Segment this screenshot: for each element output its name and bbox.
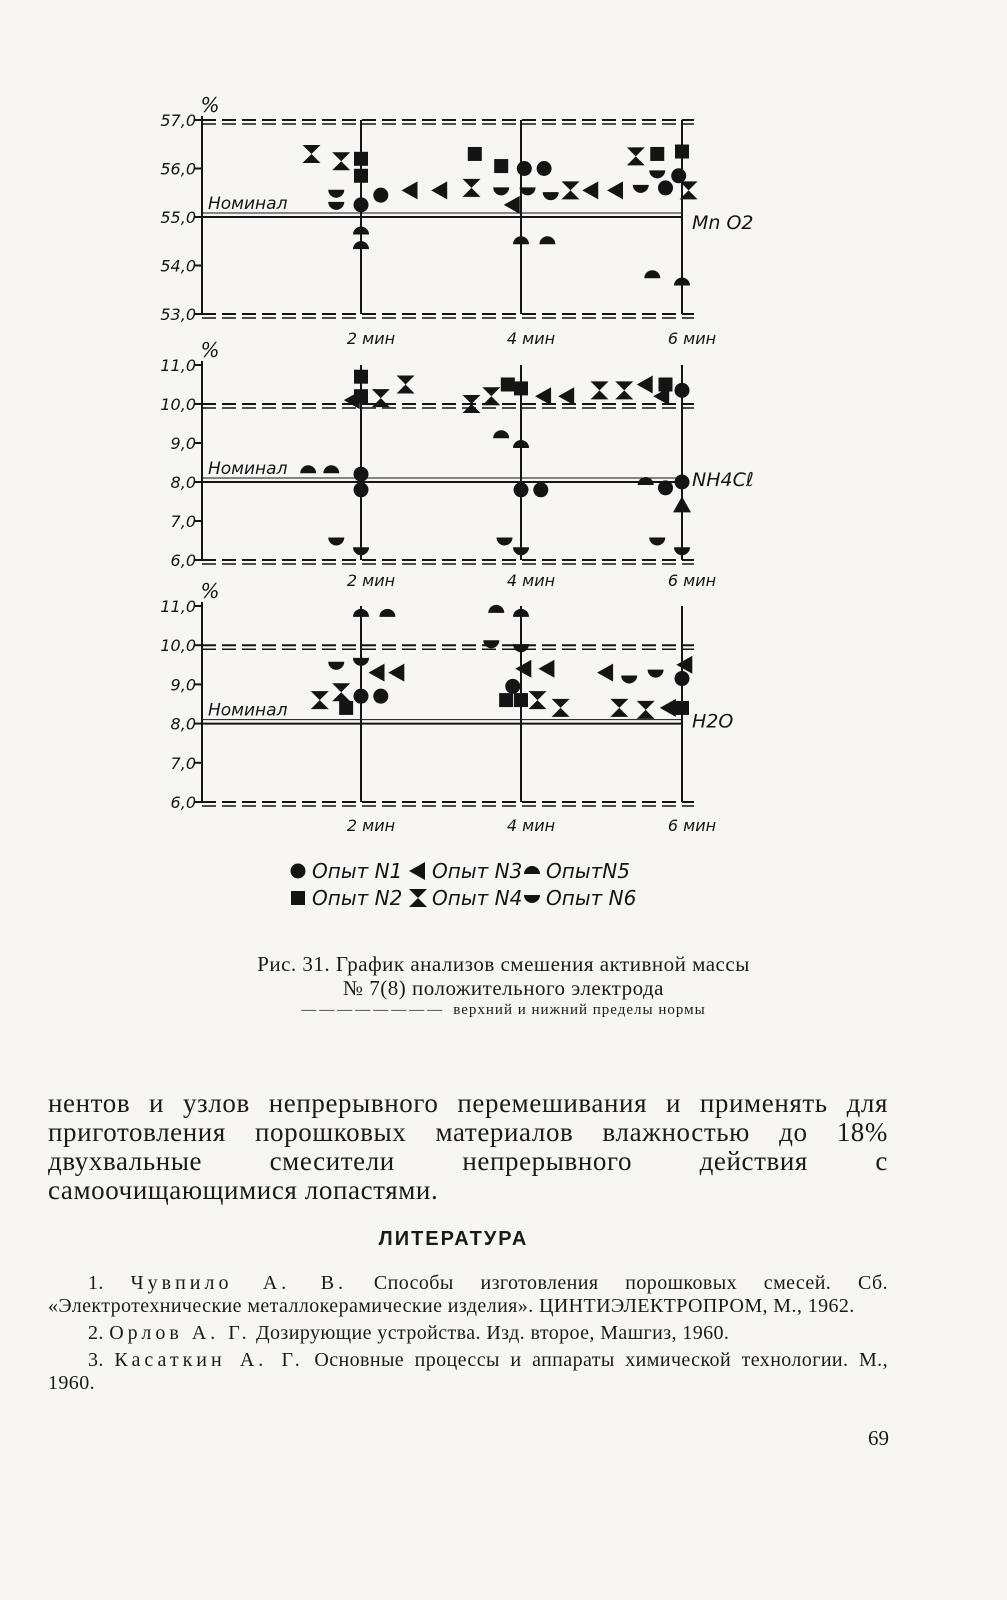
y-tick-label: 8,0 [170, 714, 196, 734]
figure-caption-legend [0, 1002, 1007, 1019]
y-tick-label: 6,0 [170, 793, 196, 812]
data-point-hourglass [529, 691, 547, 709]
y-tick-label: 53,0 [160, 305, 196, 324]
data-point-half-up [323, 465, 339, 473]
data-point-square [499, 693, 513, 707]
legend-marker-hourglass [409, 889, 427, 907]
y-tick-label: 8,0 [170, 473, 196, 492]
data-point-triangle-left [676, 656, 692, 674]
reference-text: Основные процессы и аппараты химической технологии. М., 1960. [48, 1349, 888, 1394]
x-tick-label: 6 мин [667, 329, 717, 348]
reference-text: Дозирующие устройства. Изд. второе, Машгиз, 1960. [255, 1322, 730, 1344]
data-point-half-up [644, 270, 660, 278]
y-tick-label: 9,0 [170, 434, 196, 453]
figure-caption-line1: Рис. 31. График анализов смешения активной массы [257, 952, 750, 976]
y-tick-label: 9,0 [170, 675, 196, 695]
page-number: 69 [868, 1426, 889, 1450]
data-point-triangle-left [558, 387, 574, 405]
data-point-triangle-left [582, 181, 598, 199]
reference-number: 2. [88, 1322, 104, 1344]
data-point-half-down [674, 547, 690, 555]
data-point-circle [537, 161, 552, 176]
figure-caption-line2: № 7(8) положительного электрода [342, 976, 664, 1000]
data-point-half-up [353, 227, 369, 235]
data-point-half-up [493, 430, 509, 438]
data-point-square [494, 159, 508, 173]
reference-author: Чувпило А. В. [130, 1272, 348, 1294]
data-point-circle [354, 689, 369, 704]
y-tick-label: 10,0 [160, 395, 196, 414]
data-point-circle [373, 188, 388, 203]
panel-label: H2O [692, 710, 734, 733]
data-point-half-down [328, 538, 344, 546]
reference-author: Орлов А. Г. [109, 1322, 251, 1344]
data-point-square [354, 169, 368, 183]
y-unit-label: % [200, 338, 220, 362]
legend-marker-triangle-left [409, 862, 425, 880]
data-point-circle [517, 161, 532, 176]
data-point-hourglass [562, 181, 580, 199]
data-point-half-down [497, 538, 513, 546]
limits-caption-text: верхний и нижний пределы нормы [453, 1002, 706, 1018]
nominal-label: Номинал [208, 459, 288, 479]
literature-heading: ЛИТЕРАТУРА [378, 1228, 529, 1250]
data-point-half-down [353, 547, 369, 555]
data-point-half-up [513, 236, 529, 244]
data-point-square [354, 370, 368, 384]
data-point-square [339, 701, 353, 715]
data-point-circle [658, 480, 673, 495]
reference-list [48, 1272, 888, 1399]
data-point-circle [533, 482, 548, 497]
data-point-triangle-left [515, 660, 531, 678]
data-point-half-down [328, 202, 344, 210]
legend-label: Опыт N2 [312, 886, 403, 910]
data-point-hourglass [303, 145, 321, 163]
data-point-hourglass [615, 381, 633, 399]
data-point-hourglass [463, 179, 481, 197]
reference-item [48, 1322, 888, 1345]
data-point-hourglass [610, 699, 628, 717]
dashed-line-sample: ———————— [301, 1002, 446, 1018]
reference-number: 1. [88, 1272, 104, 1294]
y-tick-label: 10,0 [160, 636, 196, 656]
data-point-half-down [328, 662, 344, 670]
data-point-triangle-left [607, 181, 623, 199]
data-point-half-down [328, 190, 344, 198]
data-point-triangle-left [660, 699, 676, 717]
data-point-half-down [633, 185, 649, 193]
nominal-label: Номинал [208, 700, 288, 721]
data-point-hourglass [637, 701, 655, 719]
data-point-triangle-up [673, 496, 691, 512]
data-point-hourglass [591, 381, 609, 399]
data-point-hourglass [311, 691, 329, 709]
legend-label: Опыт N6 [546, 886, 637, 910]
legend-label: Опыт N4 [432, 886, 523, 910]
reference-text: Способы изготовления порошковых смесей. Сб. «Электротехнические металлокерамические изделия». ЦИНТИЭЛЕКТРОПРОМ, М., 1962. [48, 1272, 888, 1317]
data-point-circle [675, 671, 690, 686]
data-point-half-up [488, 605, 504, 613]
data-point-circle [354, 197, 369, 212]
y-tick-label: 57,0 [160, 111, 196, 130]
data-point-half-down [483, 640, 499, 648]
x-tick-label: 6 мин [667, 816, 717, 835]
data-point-hourglass [552, 699, 570, 717]
data-point-triangle-left [344, 391, 360, 409]
legend-label: Опыт N3 [432, 859, 523, 883]
data-point-circle [505, 679, 520, 694]
y-tick-label: 6,0 [170, 551, 196, 570]
data-point-half-up [513, 609, 529, 617]
legend-label: ОпытN5 [546, 859, 630, 883]
data-point-circle [354, 467, 369, 482]
x-tick-label: 2 мин [346, 329, 396, 348]
x-tick-label: 4 мин [506, 329, 556, 348]
data-point-hourglass [397, 376, 415, 394]
data-point-square [659, 378, 673, 392]
data-point-half-up [379, 609, 395, 617]
data-point-half-up [674, 277, 690, 285]
data-point-half-up [353, 241, 369, 249]
data-point-circle [373, 689, 388, 704]
y-tick-label: 7,0 [170, 753, 196, 773]
data-point-circle [354, 482, 369, 497]
data-point-square [650, 147, 664, 161]
data-point-circle [675, 475, 690, 490]
reference-item [48, 1349, 888, 1395]
data-point-square [514, 693, 528, 707]
data-point-triangle-left [369, 664, 385, 682]
y-tick-label: 56,0 [160, 159, 196, 179]
data-point-half-up [539, 236, 555, 244]
data-point-triangle-left [637, 376, 653, 394]
legend-marker-circle [291, 864, 306, 879]
y-tick-label: 54,0 [160, 256, 196, 276]
data-point-square [675, 145, 689, 159]
data-point-half-down [493, 187, 509, 195]
legend-marker-half-down [524, 895, 540, 903]
body-paragraph: нентов и узлов непрерывного перемешивания и применять для приготовления порошковых материалов влажностью до 18% двухвальные смесители непрерывного действия с самоочищающимися лопастями. [48, 1088, 888, 1205]
data-point-half-down [543, 192, 559, 200]
data-point-circle [675, 383, 690, 398]
data-point-hourglass [372, 389, 390, 407]
y-unit-label: % [200, 579, 220, 603]
reference-number: 3. [88, 1349, 104, 1371]
data-point-half-down [649, 538, 665, 546]
reference-author: Касаткин А. Г. [114, 1349, 304, 1371]
data-point-triangle-left [388, 664, 404, 682]
legend-marker-square [291, 891, 305, 905]
data-point-half-down [621, 676, 637, 684]
data-point-half-up [353, 609, 369, 617]
y-tick-label: 11,0 [160, 597, 196, 616]
x-tick-label: 2 мин [346, 816, 396, 835]
y-unit-label: % [200, 93, 220, 117]
panel-label: NH4Cℓ [692, 469, 754, 491]
data-point-triangle-left [538, 660, 554, 678]
data-point-half-down [513, 547, 529, 555]
data-point-hourglass [332, 152, 350, 170]
data-point-circle [671, 168, 686, 183]
data-point-triangle-left [535, 387, 551, 405]
y-tick-label: 11,0 [160, 356, 196, 375]
data-point-triangle-left [402, 181, 418, 199]
data-point-half-up [513, 440, 529, 448]
panel-label: Mn O2 [692, 212, 754, 234]
data-point-square [501, 378, 515, 392]
data-point-triangle-left [504, 196, 520, 214]
legend-marker-half-up [524, 866, 540, 874]
nominal-label: Номинал [208, 194, 288, 214]
data-point-hourglass [332, 683, 350, 701]
data-point-half-down [649, 170, 665, 178]
data-point-triangle-left [597, 664, 613, 682]
data-point-hourglass [627, 147, 645, 165]
data-point-circle [658, 180, 673, 195]
data-point-half-down [513, 644, 529, 652]
y-tick-label: 7,0 [170, 512, 196, 531]
x-tick-label: 4 мин [506, 571, 556, 590]
data-point-square [675, 701, 689, 715]
data-point-square [514, 381, 528, 395]
data-point-hourglass [482, 387, 500, 405]
x-tick-label: 2 мин [346, 571, 396, 590]
data-point-half-up [300, 465, 316, 473]
data-point-square [468, 147, 482, 161]
data-point-triangle-left [431, 181, 447, 199]
legend-label: Опыт N1 [312, 859, 403, 883]
y-tick-label: 55,0 [160, 208, 196, 227]
data-point-half-down [353, 658, 369, 666]
reference-item [48, 1272, 888, 1318]
x-tick-label: 6 мин [667, 571, 717, 590]
data-point-half-down [648, 670, 664, 678]
x-tick-label: 4 мин [506, 816, 556, 835]
data-point-square [354, 152, 368, 166]
data-point-circle [514, 482, 529, 497]
